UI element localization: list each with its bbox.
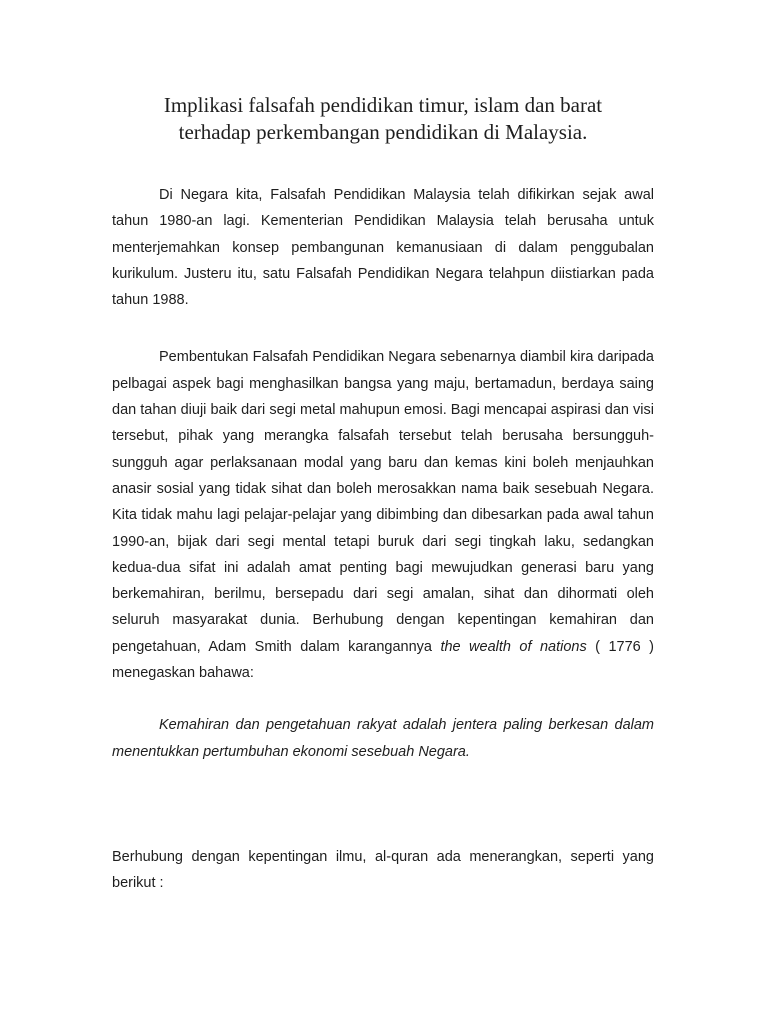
book-title: the wealth of nations xyxy=(440,638,587,655)
italic-quote: Kemahiran dan pengetahuan rakyat adalah jentera paling berkesan dalam menentukkan pertumbuhan ekonomi sesebuah Negara. xyxy=(112,717,654,760)
paragraph-2-text: Pembentukan Falsafah Pendidikan Negara sebenarnya diambil kira daripada pelbagai aspek bagi menghasilkan bangsa yang maju, bertamadun, berdaya saing dan tahan diuji baik dari segi metal mahupun emosi. Bagi mencapai aspirasi dan visi tersebut, pihak yang merangka falsafah tersebut telah berusaha bersungguh- sungguh agar perlaksanaan modal yang baru dan kemas kini boleh menjauhkan anasir sosial yang tidak sihat dan boleh merosakkan nama baik sesebuah Negara. Kita tidak mahu lagi pelajar-pelajar yang dibimbing dan dibesarkan pada awal tahun 1990-an, bijak dari segi mental tetapi buruk dari segi tingkah laku, sedangkan kedua-dua sifat ini adalah amat penting bagi mewujudkan generasi baru yang berkemahiran, berilmu, bersepadu dari segi amalan, sihat dan dihormati oleh seluruh masyarakat dunia. Berhubung dengan kepentingan kemahiran dan pengetahuan, Adam Smith dalam karangannya xyxy=(112,349,654,655)
paragraph-4: Berhubung dengan kepentingan ilmu, al-quran ada menerangkan, seperti yang berikut : xyxy=(112,848,654,892)
paragraph-2-ending: ( 1776 ) menegaskan bahawa: xyxy=(112,638,654,682)
document-title xyxy=(112,92,654,146)
document-body xyxy=(112,92,654,897)
paragraph-2 xyxy=(112,344,654,686)
title-line-1: Implikasi falsafah pendidikan timur, islam dan barat xyxy=(163,93,603,117)
title-line-2: terhadap perkembangan pendidikan di Malaysia. xyxy=(178,120,588,144)
paragraph-1: Di Negara kita, Falsafah Pendidikan Malaysia telah difikirkan sejak awal tahun 1980-an lagi. Kementerian Pendidikan Malaysia telah berusaha untuk menterjemahkan konsep pembangunan kemanusiaan di dalam penggubalan kurikulum. Justeru itu, satu Falsafah Pendidikan Negara telahpun diistiarkan pada tahun 1988. xyxy=(112,187,654,309)
